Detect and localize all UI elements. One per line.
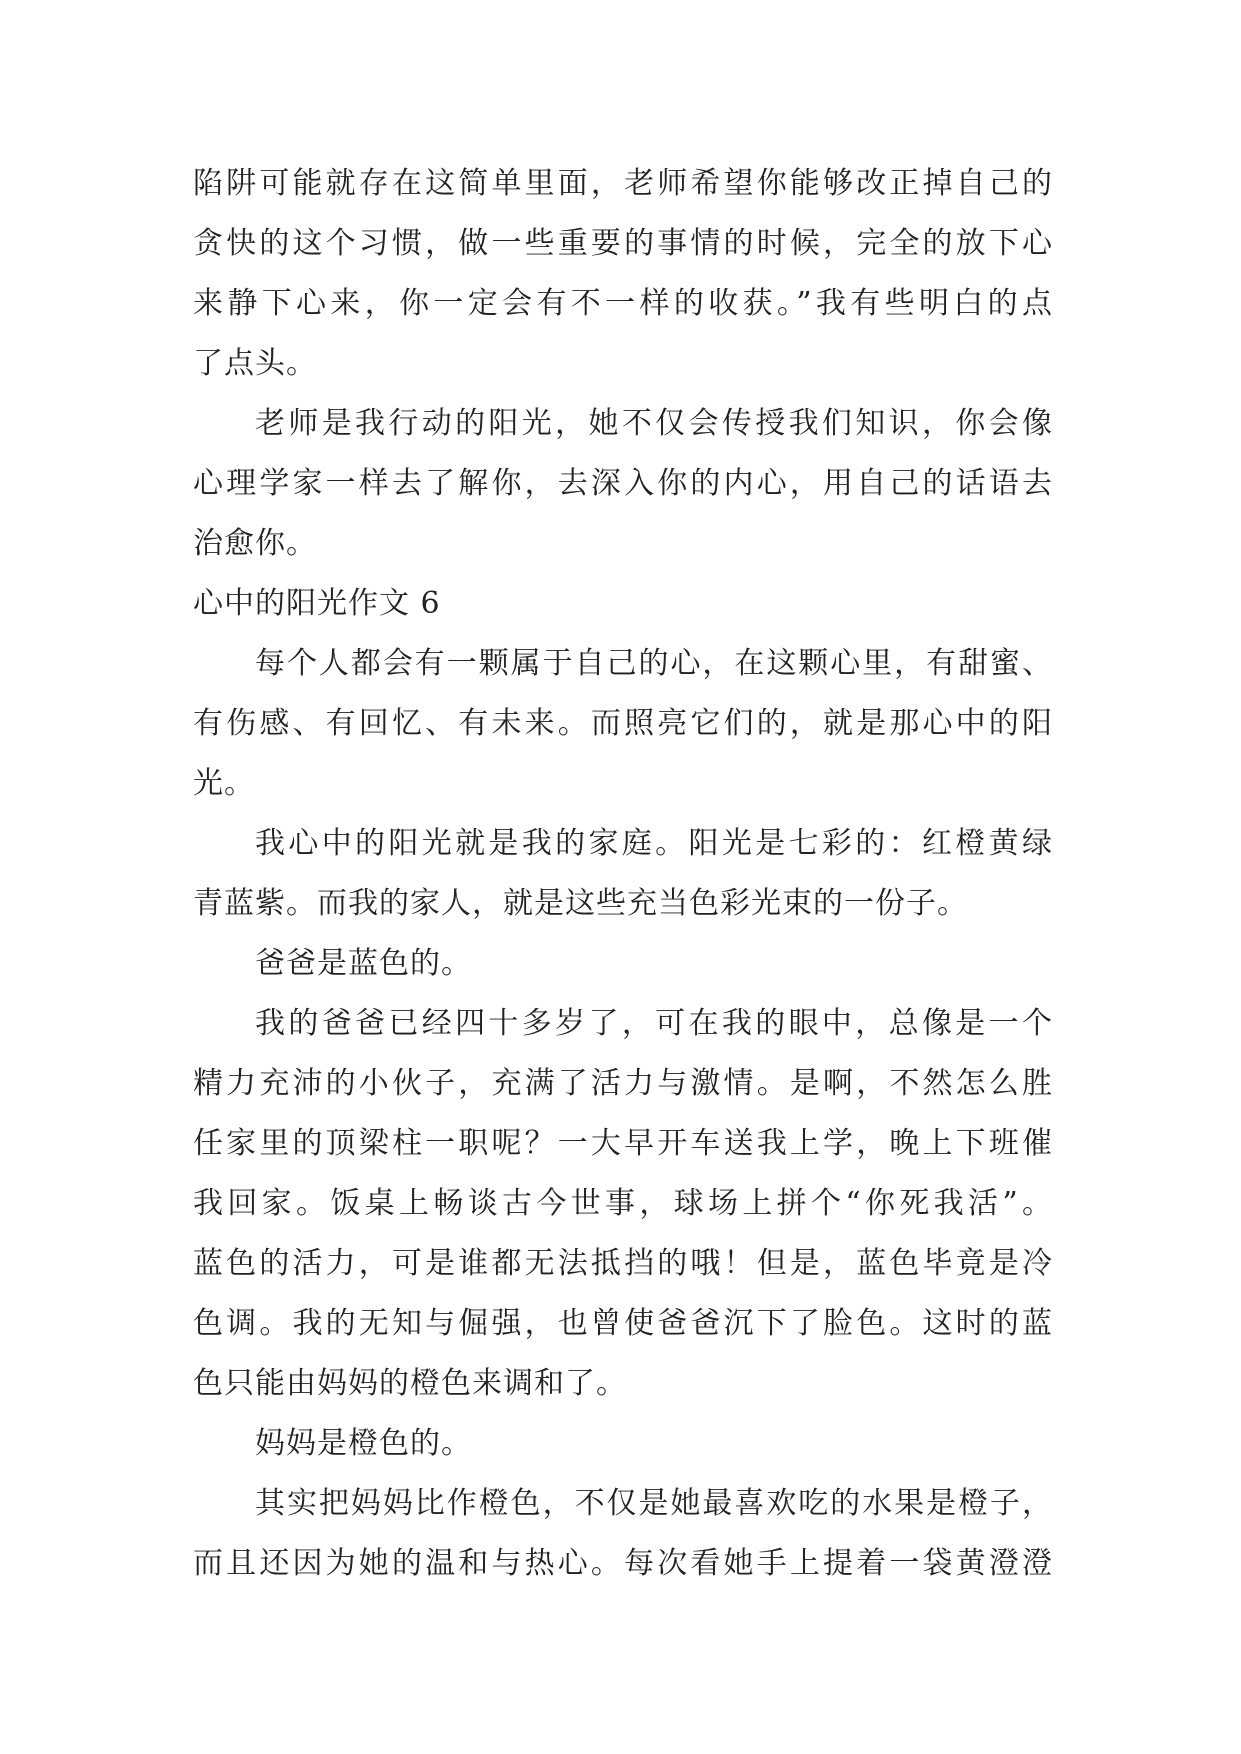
text-line: 蓝色的活力，可是谁都无法抵挡的哦！但是，蓝色毕竟是冷 <box>193 1246 1053 1281</box>
text-line: 色只能由妈妈的橙色来调和了。 <box>193 1366 627 1401</box>
text-line: 了点头。 <box>193 346 317 381</box>
document-body <box>193 154 1053 1594</box>
text-line: 陷阱可能就存在这简单里面，老师希望你能够改正掉自己的 <box>193 166 1053 201</box>
text-line: 妈妈是橙色的。 <box>255 1426 472 1461</box>
text-line: 任家里的顶梁柱一职呢？一大早开车送我上学，晚上下班催 <box>193 1126 1053 1161</box>
text-line: 色调。我的无知与倔强，也曾使爸爸沉下了脸色。这时的蓝 <box>193 1306 1053 1341</box>
text-line: 心理学家一样去了解你，去深入你的内心，用自己的话语去 <box>193 466 1053 501</box>
text-line: 爸爸是蓝色的。 <box>255 946 472 981</box>
section-heading: 心中的阳光作文 6 <box>193 586 441 621</box>
text-line: 有伤感、有回忆、有未来。而照亮它们的，就是那心中的阳 <box>193 706 1053 741</box>
text-line: 而且还因为她的温和与热心。每次看她手上提着一袋黄澄澄 <box>193 1546 1053 1581</box>
text-line: 我回家。饭桌上畅谈古今世事，球场上拼个“你死我活”。 <box>193 1186 1053 1221</box>
text-line: 来静下心来，你一定会有不一样的收获。”我有些明白的点 <box>193 286 1053 321</box>
text-line: 我的爸爸已经四十多岁了，可在我的眼中，总像是一个 <box>255 1006 1053 1041</box>
text-line: 青蓝紫。而我的家人，就是这些充当色彩光束的一份子。 <box>193 886 968 921</box>
text-line: 精力充沛的小伙子，充满了活力与激情。是啊，不然怎么胜 <box>193 1066 1053 1101</box>
text-line: 光。 <box>193 766 255 801</box>
text-line: 每个人都会有一颗属于自己的心，在这颗心里，有甜蜜、 <box>255 646 1053 681</box>
text-line: 贪快的这个习惯，做一些重要的事情的时候，完全的放下心 <box>193 226 1053 261</box>
text-line: 老师是我行动的阳光，她不仅会传授我们知识，你会像 <box>255 406 1053 441</box>
text-line: 其实把妈妈比作橙色，不仅是她最喜欢吃的水果是橙子， <box>255 1486 1053 1521</box>
text-line: 我心中的阳光就是我的家庭。阳光是七彩的：红橙黄绿 <box>255 826 1053 861</box>
text-line: 治愈你。 <box>193 526 317 561</box>
